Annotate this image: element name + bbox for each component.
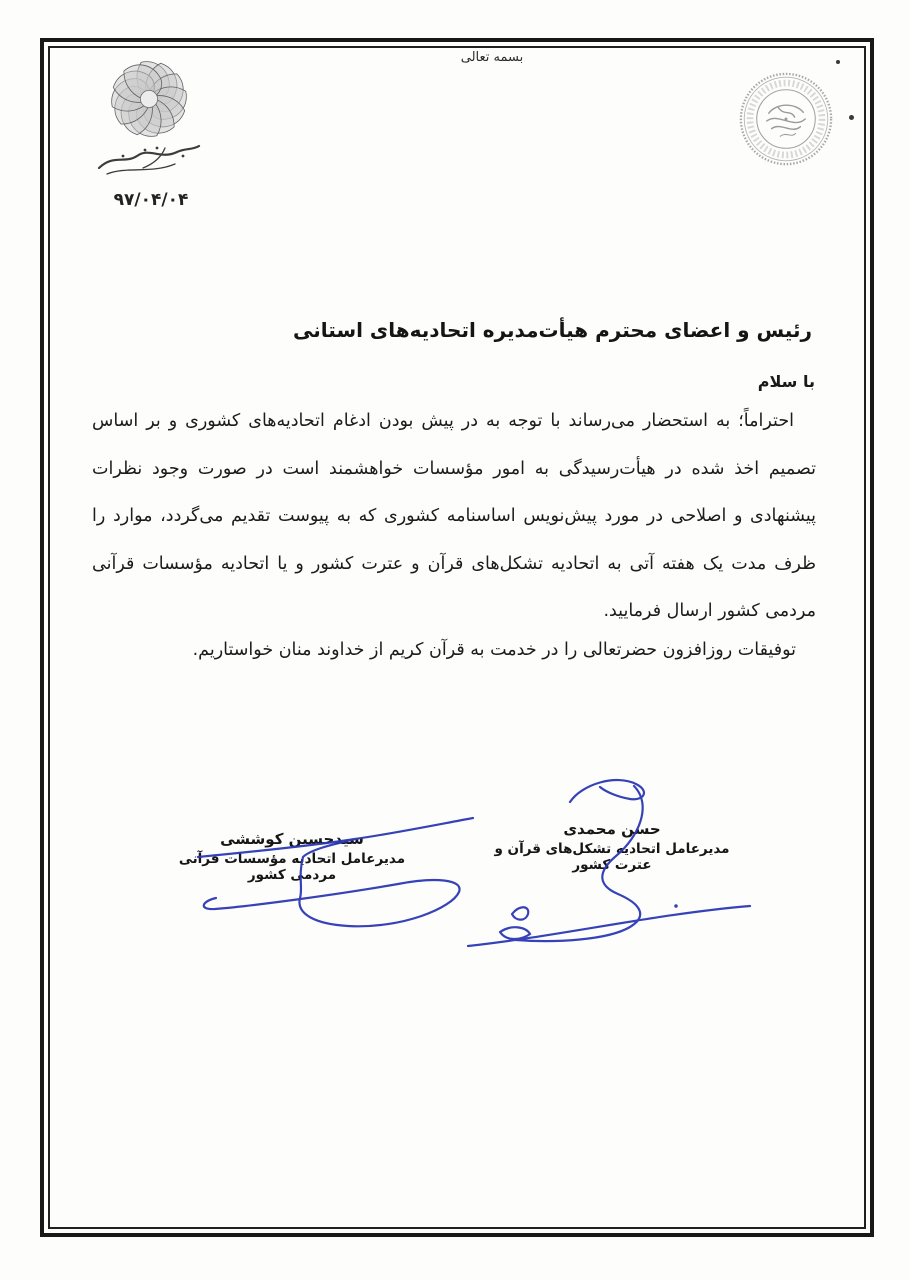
logo-calligraphy-icon [93,142,205,180]
organization-logo [84,56,214,184]
signatory-title-right: مدیرعامل اتحادیه تشکل‌های قرآن و عترت کشور [494,841,730,873]
scan-speck [849,115,854,120]
scan-speck [836,60,840,64]
signature-block-right [484,820,740,873]
recipient-heading: رئیس و اعضای محترم هیأت‌مدیره اتحادیه‌های استانی [293,318,812,342]
signatory-name-right: حسن محمدی [563,820,661,838]
signatory-name-left: سیدحسین کوششی [220,830,364,848]
letter-body-paragraph: احتراماً؛ به استحضار می‌رساند با توجه به در پیش بودن ادغام اتحادیه‌های کشوری و بر اساس تصمیم اخذ شده در هیأت‌رسیدگی به امور مؤسسات خواهشمند است در صورت وجود نظرات پیشنهادی و اصلاحی در مورد پیش‌نویس اساسنامه کشوری که به پیوست تقدیم می‌گردد، موارد را ظرف مدت یک هفته آتی به اتحادیه تشکل‌های قرآن و عترت کشور و یا اتحادیه مؤسسات قرآنی مردمی کشور ارسال فرمایید. [92,411,816,621]
signature-block-left [166,830,418,883]
official-round-stamp-icon [738,71,834,171]
letter-closing-line: توفیقات روزافزون حضرتعالی را در خدمت به قرآن کریم از خداوند منان خواستاریم. [192,640,796,660]
rosette-logo-icon [106,56,192,142]
bismillah-text: بسمه تعالی [460,50,524,65]
salutation-text: با سلام [757,372,815,391]
signatory-title-left: مدیرعامل اتحادیه مؤسسات قرآنی مردمی کشور [178,851,406,883]
letter-date: ۹۷/۰۴/۰۴ [113,190,189,210]
